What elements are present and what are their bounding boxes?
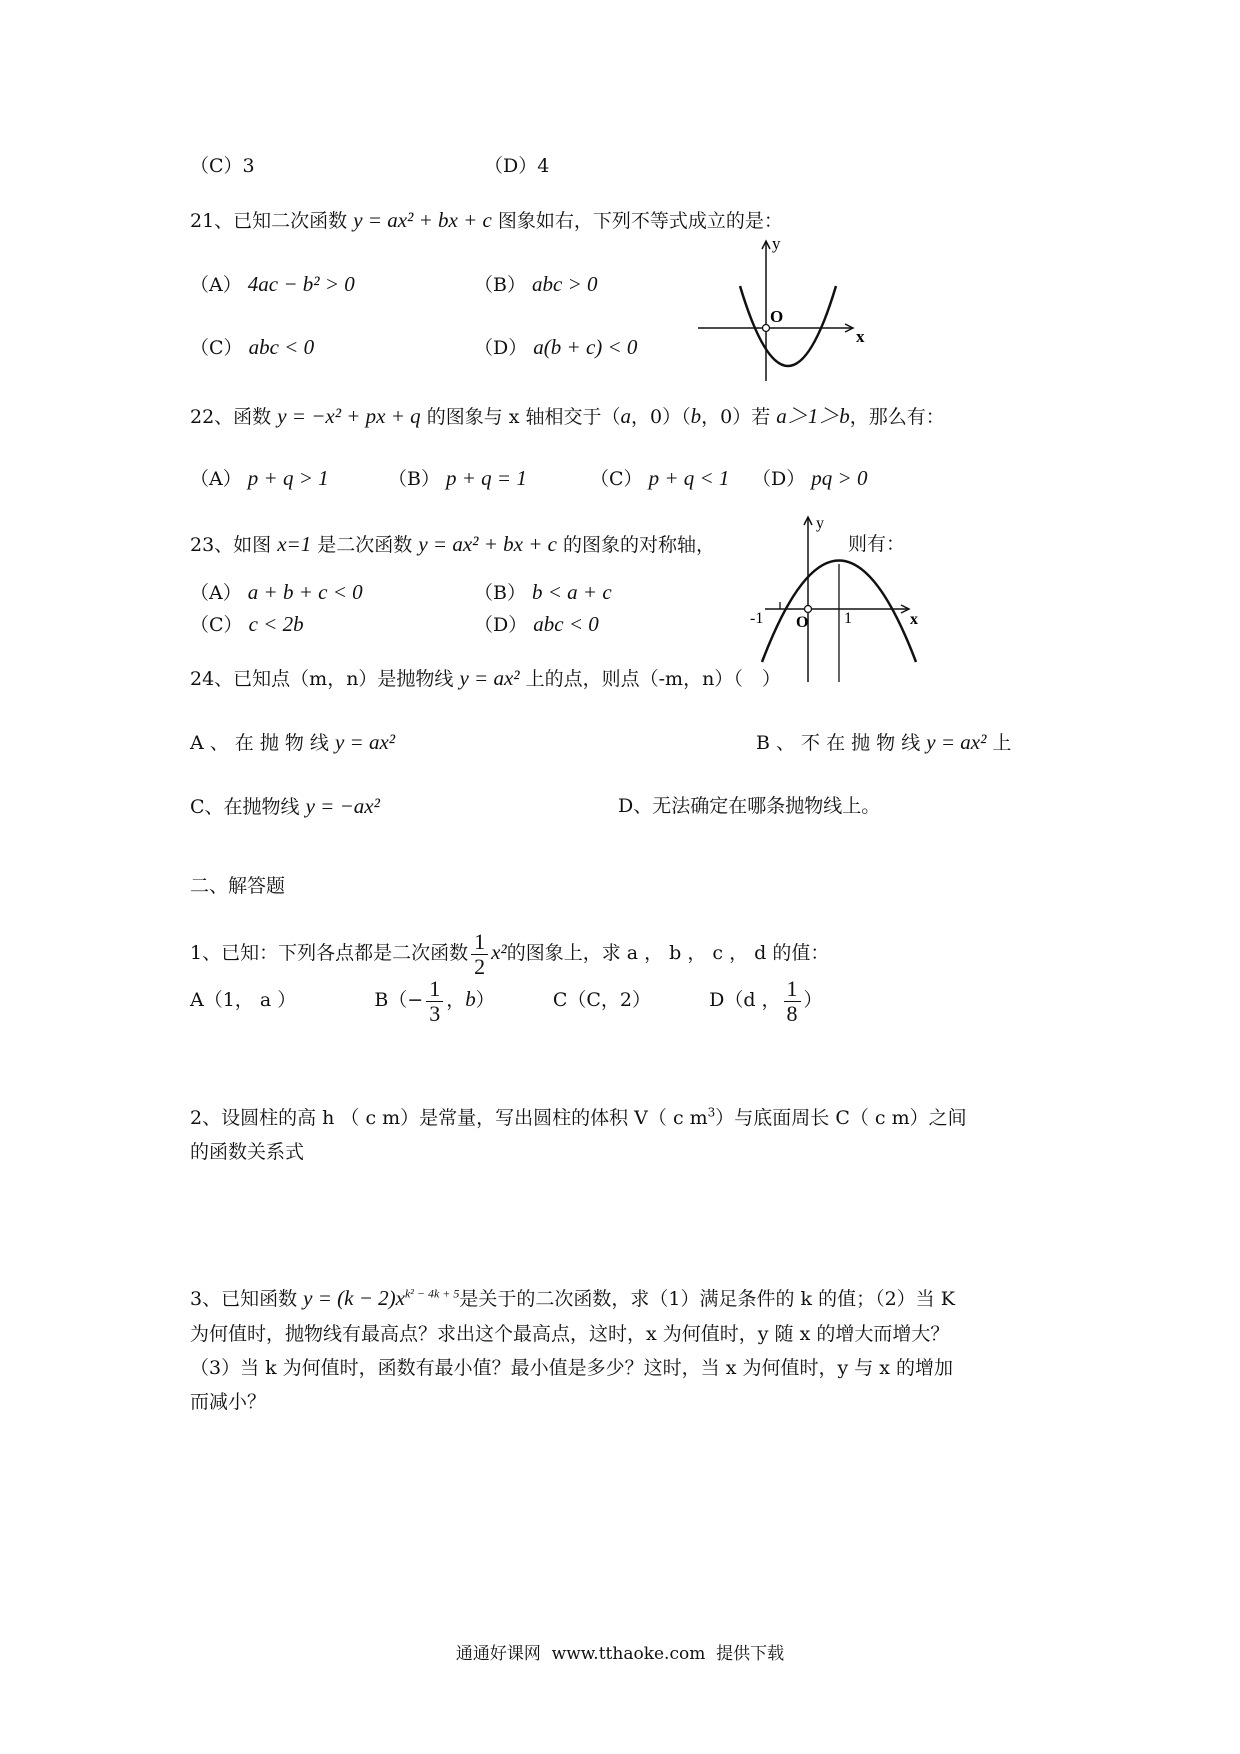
q24-formula: y = ax²: [459, 666, 520, 690]
s2-line-1-text: 2、设圆柱的高 h （ c m）是常量，写出圆柱的体积 V（ c m: [190, 1107, 708, 1129]
option-expression: y = ax²: [926, 730, 987, 754]
option-text: B 、 不 在 抛 物 线: [756, 732, 921, 754]
q21-option-c: [190, 333, 314, 362]
s3-line-3: （3）当 k 为何值时，函数有最小值？最小值是多少？这时，当 x 为何值时，y 与 x 的增加: [190, 1357, 954, 1379]
s3-line-4: 而减小？: [190, 1391, 267, 1413]
point-b-comma: ，: [446, 989, 466, 1011]
q23-axis: x=1: [277, 532, 312, 556]
q24-prefix: 24、已知点（m，n）是抛物线: [190, 668, 454, 690]
x-axis-label: x: [856, 327, 865, 346]
q23-prefix: 23、如图: [190, 534, 272, 556]
q23-option-a: [190, 578, 363, 607]
fraction-numerator: 1: [426, 977, 443, 1002]
q23-parabola-graph: [740, 514, 920, 686]
option-expression: abc > 0: [532, 272, 598, 296]
fraction-numerator: 1: [784, 977, 801, 1002]
q21-stem: [190, 206, 783, 235]
option-expression: p + q > 1: [247, 466, 329, 490]
q21-option-b: [474, 270, 598, 299]
q24-option-c: [190, 792, 380, 821]
origin-label: O: [770, 307, 784, 326]
point-d-prefix: D（d ，: [709, 989, 781, 1011]
option-expression: abc < 0: [248, 335, 315, 359]
s1-suffix: 的图象上，求 a ， b ， c ， d 的值：: [506, 942, 830, 964]
fraction-numerator: 1: [471, 930, 488, 955]
s2-exponent: 3: [707, 1105, 716, 1120]
q22-var-a: a: [620, 404, 632, 428]
option-expression: pq > 0: [811, 466, 868, 490]
option-text: A 、 在 抛 物 线: [190, 732, 329, 754]
origin-point: [805, 606, 812, 613]
option-expression: a + b + c < 0: [247, 580, 363, 604]
s2-line-2: 的函数关系式: [190, 1141, 305, 1163]
option-label: （A）: [190, 582, 242, 604]
origin-point: [763, 325, 770, 332]
point-b-end: ）: [475, 989, 495, 1011]
q24-stem: [190, 664, 781, 693]
s3-exponent: k² − 4k + 5: [404, 1286, 460, 1301]
option-suffix: 上: [992, 732, 1012, 754]
option-label: （C）: [590, 468, 643, 490]
option-label: （A）: [190, 468, 242, 490]
fraction-denominator: 2: [474, 953, 486, 979]
option-label: （B）: [388, 468, 440, 490]
q23-option-c: [190, 610, 304, 639]
option-label: （B）: [474, 582, 526, 604]
s3-suffix: 是关于的二次函数，求（1）满足条件的 k 的值；（2）当 K: [459, 1288, 955, 1310]
q21-option-a: [190, 270, 355, 299]
option-expression: y = −ax²: [305, 794, 380, 818]
q23-suffix: 的图象的对称轴，: [562, 534, 715, 556]
q24-option-a: [190, 728, 395, 757]
option-expression: a(b + c) < 0: [533, 335, 638, 359]
fraction-denominator: 3: [429, 1000, 441, 1026]
point-b-fraction: [426, 977, 443, 1026]
s2-line-1: [190, 1104, 967, 1132]
point-b-var: b: [465, 987, 476, 1011]
q21-option-d: [474, 333, 637, 362]
origin-label: O: [796, 614, 809, 631]
q23-stem: [190, 530, 715, 559]
option-label: （D）: [474, 337, 528, 359]
option-label: （C）: [190, 614, 243, 636]
footer-text: 通通好课网 www.tthaoke.com 提供下载: [455, 1644, 785, 1664]
q22-option-b: [388, 464, 527, 493]
option-label: （D）: [474, 614, 528, 636]
q24-option-b: [756, 728, 1011, 757]
q24-option-d: D、无法确定在哪条抛物线上。: [618, 795, 881, 817]
q23-formula: y = ax² + bx + c: [418, 532, 557, 556]
q22-stem: [190, 402, 945, 431]
y-axis-label: y: [772, 236, 781, 253]
parabola-curve: [740, 286, 836, 366]
fraction-denominator: 8: [786, 1000, 798, 1026]
q21-formula: y = ax² + bx + c: [353, 208, 492, 232]
s3-formula: y = (k − 2)x: [303, 1286, 405, 1310]
s2-line-1-tail: ）与底面周长 C（ c m）之间: [715, 1107, 967, 1129]
q22-option-d: [752, 464, 867, 493]
x-axis-label: x: [910, 611, 918, 628]
option-label: （B）: [474, 274, 526, 296]
q21-suffix: 图象如右，下列不等式成立的是：: [497, 210, 783, 232]
q22-prefix: 22、函数: [190, 406, 272, 428]
option-expression: 4ac − b² > 0: [247, 272, 355, 296]
option-expression: y = ax²: [334, 730, 396, 754]
section-title: 二、解答题: [190, 875, 286, 897]
q23-middle: 是二次函数: [317, 534, 413, 556]
q23-option-d: [474, 610, 599, 639]
q22-middle-2: ，0）（: [631, 406, 691, 428]
point-d-fraction: [784, 977, 801, 1026]
s3-line-2: 为何值时，抛物线有最高点？求出这个最高点，这时，x 为何值时，y 随 x 的增大而增大？: [190, 1323, 950, 1345]
s3-prefix: 3、已知函数: [190, 1288, 298, 1310]
q24-suffix: 上的点，则点（-m，n）（ ）: [525, 668, 781, 690]
point-b: [374, 975, 495, 1026]
q22-var-b: b: [690, 404, 702, 428]
q23-option-b: [474, 578, 612, 607]
s3-line-1: [190, 1284, 955, 1313]
option-expression: p + q < 1: [648, 466, 730, 490]
point-c: C（C，2）: [552, 989, 651, 1011]
y-axis-label: y: [816, 515, 824, 532]
q22-middle-3: ，0）若: [701, 406, 771, 428]
q21-parabola-graph: [690, 236, 870, 386]
q22-option-a: [190, 464, 329, 493]
point-d-end: ）: [803, 989, 823, 1011]
q22-formula: y = −x² + px + q: [277, 404, 421, 428]
q20-option-d: （D）4: [484, 155, 550, 177]
option-expression: p + q = 1: [446, 466, 527, 490]
q21-prefix: 21、已知二次函数: [190, 210, 348, 232]
option-label: （A）: [190, 274, 242, 296]
option-expression: b < a + c: [532, 580, 612, 604]
option-label: （D）: [752, 468, 806, 490]
neg-one-label: -1: [750, 610, 764, 627]
point-d: [709, 975, 823, 1026]
q22-suffix: ，那么有：: [849, 406, 945, 428]
option-label: （C）: [190, 337, 243, 359]
point-b-prefix: B（−: [374, 989, 424, 1011]
s1-points: [190, 967, 823, 1032]
option-text: C、在抛物线: [190, 796, 300, 818]
s1-formula-tail: x²: [491, 940, 507, 964]
q23-tail: 则有：: [848, 533, 906, 555]
q22-condition: a＞1＞b: [776, 404, 850, 428]
option-expression: c < 2b: [248, 612, 304, 636]
option-expression: abc < 0: [533, 612, 599, 636]
point-a: A（1， a ）: [190, 989, 297, 1011]
q22-middle: 的图象与 x 轴相交于（: [426, 406, 621, 428]
s1-prefix: 1、已知：下列各点都是二次函数: [190, 942, 469, 964]
one-label: 1: [844, 610, 852, 627]
q20-option-c: （C）3: [190, 155, 255, 177]
q22-option-c: [590, 464, 729, 493]
